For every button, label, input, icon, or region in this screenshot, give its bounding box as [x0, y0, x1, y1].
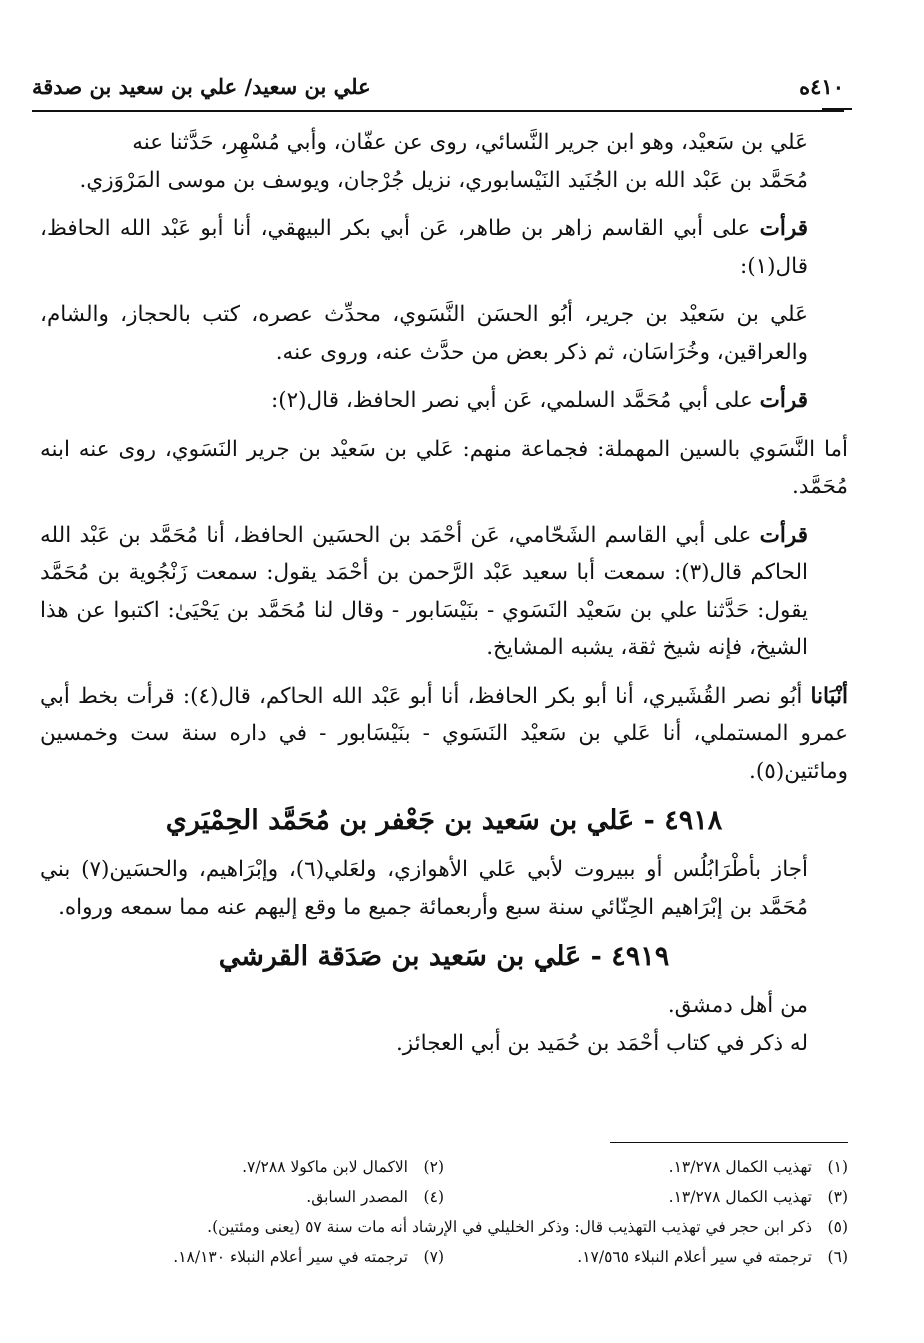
footnote-row [40, 1242, 848, 1272]
running-title: علي بن سعيد/ علي بن سعيد بن صدقة [32, 74, 371, 99]
paragraph [40, 987, 848, 1062]
paragraph: عَلي بن سَعيْد بن جرير، أبُو الحسَن النَّسَوي، محدِّث عصره، كتب بالحجاز، والشام، والعراقين، وخُرَاسَان، ثم ذكر بعض من حدَّث عنه، وروى عنه. [40, 302, 808, 365]
footnote-text: المصدر السابق. [306, 1188, 408, 1206]
footnote-number: (٢) [423, 1158, 444, 1176]
footnote-number: (٧) [423, 1248, 444, 1266]
footnote-row [40, 1152, 848, 1182]
footnote-text: تهذيب الكمال ١٣/٢٧٨. [668, 1188, 812, 1206]
footnote [444, 1152, 848, 1182]
footnote-text: تهذيب الكمال ١٣/٢٧٨. [668, 1158, 812, 1176]
paragraph-text: أبُو نصر القُشَيري، أنا أبو بكر الحافظ، أنا أبو عَبْد الله الحاكم، قال(٤): قرأت بخط أبي عمرو المستملي، أنا عَلي بن سَعيْد النَسَوي - بنَيْسَابور - في داره سنة ست وخمسين ومائتين(٥). [40, 683, 848, 784]
paragraph-text: على أبي القاسم الشَحّامي، عَن أحْمَد بن الحسَين الحافظ، أنا مُحَمَّد بن عَبْد الله الحاكم قال(٣): سمعت أبا سعيد عَبْد الرَّحمن بن أحْمَد يقول: سمعت زَنْجُوية بن مُحَمَّد يقول: حَدَّثنا علي بن سَعيْد النَسَوي - بنَيْسَابور - وقال لنا مُحَمَّد بن يَحْيَىٰ: اكتبوا عن هذا الشيخ، فإنه شيخ ثقة، يشبه المشايخ. [40, 522, 808, 660]
paragraph-lead-word: قرأت [759, 522, 808, 548]
paragraph [40, 124, 848, 199]
footnote-rule [610, 1142, 848, 1143]
footnote-text: الاكمال لابن ماكولا ٧/٢٨٨. [242, 1158, 408, 1176]
paragraph: أجاز بأطْرَابُلُس أو ببيروت لأبي عَلي الأهوازي، ولعَلي(٦)، وإبْرَاهيم، والحسَين(٧) بني مُحَمَّد بن إبْرَاهيم الحِنّائي سنة سبع وأربعمائة جميع ما وقع إليهم عنه مما سمعه ورواه. [40, 857, 809, 920]
footnote [40, 1152, 444, 1182]
paragraph [40, 678, 848, 791]
footnotes [40, 1152, 848, 1272]
paragraph [40, 517, 848, 667]
footnote [40, 1242, 444, 1272]
main-text [40, 124, 848, 1073]
header-rule [32, 110, 844, 112]
page-number: ٤١٠ه [799, 74, 844, 99]
paragraph-text: على أبي القاسم زاهر بن طاهر، عَن أبي بكر البيهقي، أنا أبو عَبْد الله الحافظ، قال(١): [40, 216, 808, 279]
footnote [444, 1182, 848, 1212]
footnote-number: (٣) [827, 1188, 848, 1206]
footnote [40, 1212, 848, 1242]
footnote-number: (٤) [423, 1188, 444, 1206]
paragraph-lead-word: قرأت [759, 216, 808, 241]
paragraph-text: على أبي مُحَمَّد السلمي، عَن أبي نصر الحافظ، قال(٢): [270, 388, 753, 413]
paragraph: أما النَّسَوي بالسين المهملة: فجماعة منهم: عَلي بن سَعيْد بن جرير النَسَوي، روى عنه ابنه مُحَمَّد. [40, 436, 848, 499]
paragraph-line: عَلي بن سَعيْد، وهو ابن جرير النَّسائي، روى عن عفّان، وأبي مُسْهِر، حَدَّثنا عنه [132, 130, 808, 155]
footnote-text: ذكر ابن حجر في تهذيب التهذيب قال: وذكر الخليلي في الإرشاد أنه مات سنة ٥٧ (يعنى ومئتين). [207, 1218, 812, 1236]
running-header [32, 74, 844, 108]
footnote-row [40, 1212, 848, 1242]
paragraph [40, 382, 848, 420]
entry-heading: ٤٩١٨ - عَلي بن سَعيد بن جَعْفر بن مُحَمَّد الحِمْيَري [165, 805, 723, 836]
header-rule-tick [822, 108, 852, 110]
paragraph-lead-word: أنْبَانا [810, 683, 848, 709]
paragraph [40, 210, 848, 285]
footnote-number: (٦) [827, 1248, 848, 1266]
footnote-row [40, 1182, 848, 1212]
footnote-number: (١) [827, 1158, 848, 1176]
paragraph-line: من أهل دمشق. [667, 993, 808, 1018]
paragraph-line: له ذكر في كتاب أحْمَد بن حُمَيد بن أبي العجائز. [395, 1030, 808, 1056]
footnote [444, 1242, 848, 1272]
footnote-number: (٥) [827, 1218, 848, 1236]
footnote-text: ترجمته في سير أعلام النبلاء ١٧/٥٦٥. [577, 1248, 812, 1266]
footnote-text: ترجمته في سير أعلام النبلاء ١٨/١٣٠. [173, 1248, 408, 1266]
paragraph-lead-word: قرأت [759, 388, 808, 413]
paragraph-line: مُحَمَّد بن عَبْد الله بن الجُنَيد النَيْسابوري، نزيل جُرْجان، ويوسف بن موسى المَرْوَزي. [79, 167, 808, 193]
entry-heading: ٤٩١٩ - عَلي بن سَعيد بن صَدَقة القرشي [218, 941, 670, 972]
footnote [40, 1182, 444, 1212]
